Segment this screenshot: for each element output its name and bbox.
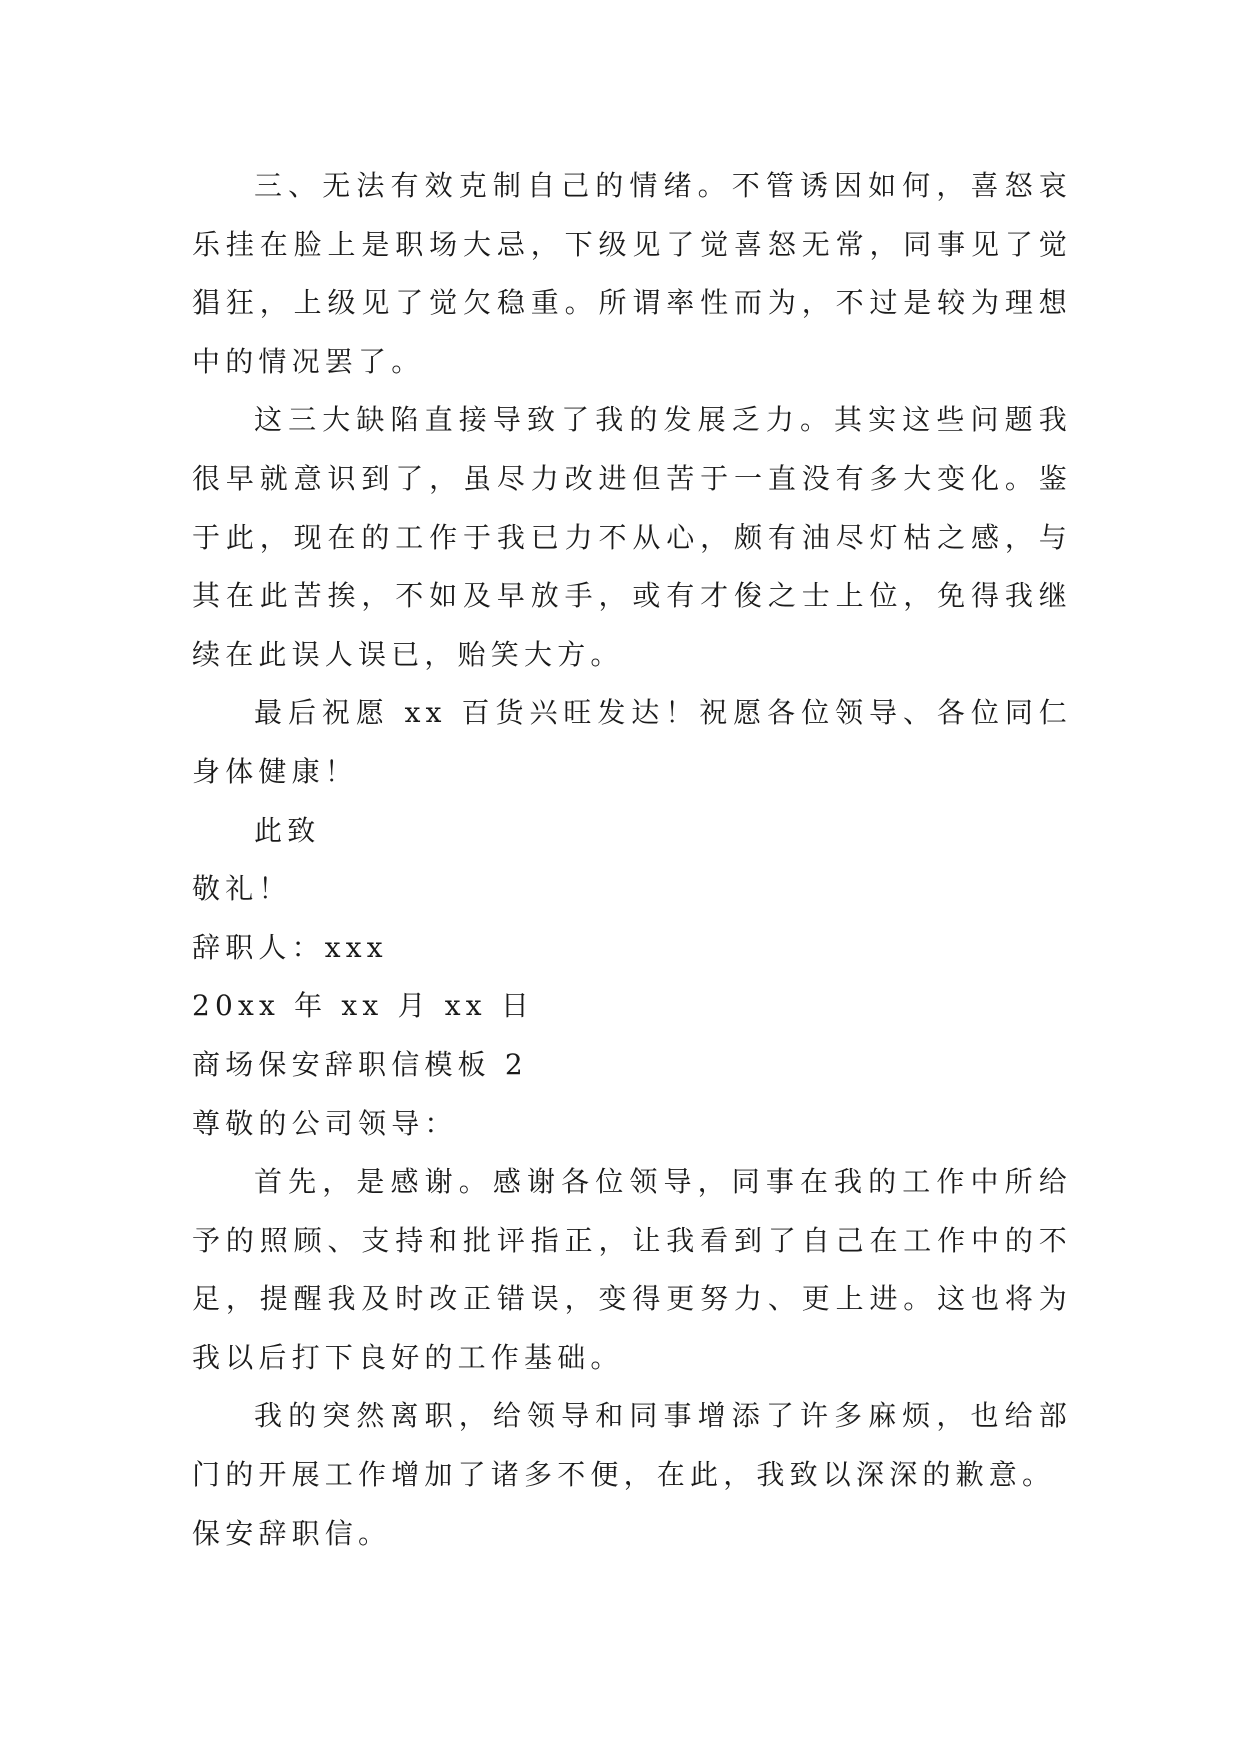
trailing-text: 保安辞职信。	[192, 1516, 392, 1550]
paragraph-wishes: 最后祝愿 xx 百货兴旺发达！祝愿各位领导、各位同仁身体健康！	[192, 696, 1072, 788]
document-page	[192, 157, 1072, 1563]
section-title: 商场保安辞职信模板 2	[192, 1047, 528, 1081]
paragraph-emotion: 三、无法有效克制自己的情绪。不管诱因如何，喜怒哀乐挂在脸上是职场大忌，下级见了觉喜怒无常，同事见了觉猖狂，上级见了觉欠稳重。所谓率性而为，不过是较为理想中的情况罢了。	[192, 169, 1072, 378]
closing-phrase: 此致	[254, 813, 321, 847]
salute: 敬礼！	[192, 872, 292, 906]
paragraph-apology: 我的突然离职，给领导和同事增添了许多麻烦，也给部门的开展工作增加了诸多不便，在此，我致以深深的歉意。	[192, 1399, 1072, 1492]
date: 20xx 年 xx 月 xx 日	[192, 989, 535, 1023]
greeting: 尊敬的公司领导：	[192, 1106, 458, 1140]
signature: 辞职人：xxx	[192, 930, 388, 964]
paragraph-thanks: 首先，是感谢。感谢各位领导，同事在我的工作中所给予的照顾、支持和批评指正，让我看到了自己在工作中的不足，提醒我及时改正错误，变得更努力、更上进。这也将为我以后打下良好的工作基础。	[192, 1165, 1072, 1374]
paragraph-defects: 这三大缺陷直接导致了我的发展乏力。其实这些问题我很早就意识到了，虽尽力改进但苦于一直没有多大变化。鉴于此，现在的工作于我已力不从心，颇有油尽灯枯之感，与其在此苦挨，不如及早放手，或有才俊之士上位，免得我继续在此误人误已，贻笑大方。	[192, 403, 1072, 671]
